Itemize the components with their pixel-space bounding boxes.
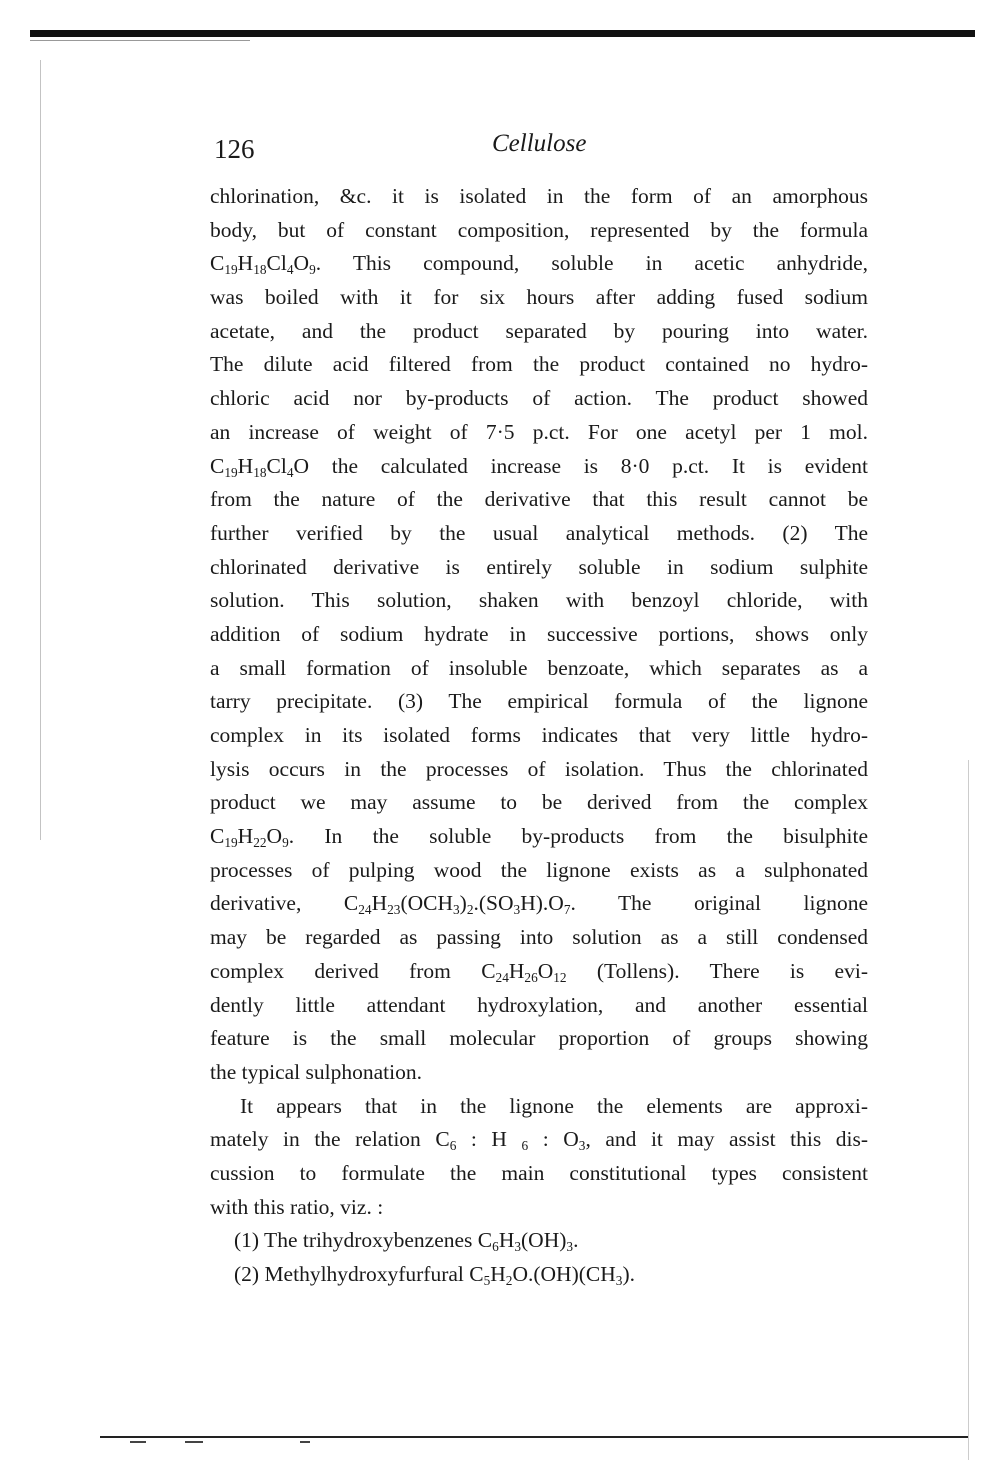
text-line: $C_{19}H_{18}Cl_4O$ the calculated increase is 8·0 p.ct. It is evident [210, 453, 868, 480]
text-line: addition of sodium hydrate in successive portions, shows only [210, 621, 868, 646]
subscript: 24 [358, 902, 372, 918]
subscript: 3 [513, 902, 521, 918]
text-line: solution. This solution, shaken with benzoyl chloride, with [210, 588, 868, 613]
subscript: 3 [453, 902, 460, 918]
text-line: further verified by the usual analytical methods. (2) The [210, 520, 868, 545]
text-line: with this ratio, viz. : [210, 1194, 384, 1219]
subscript: 3 [514, 1239, 522, 1255]
printer-mark [300, 1441, 310, 1443]
subscript: 18 [253, 464, 267, 480]
subscript: 2 [505, 1272, 513, 1288]
subscript: 3 [566, 1239, 574, 1255]
text-line: feature is the small molecular proportion of groups showing [210, 1026, 868, 1051]
top-rule-secondary [30, 40, 250, 41]
subscript: 24 [495, 969, 509, 985]
text-line: chlorinated derivative is entirely soluble in sodium sulphite [210, 554, 868, 579]
subscript: 4 [286, 464, 294, 480]
text-line: body, but of constant composition, represented by the formula [210, 217, 868, 242]
subscript: 9 [282, 835, 289, 851]
text-line: $C_{19}H_{18}Cl_4O_9$. This compound, soluble in acetic anhydride, [210, 251, 868, 278]
subscript: 18 [253, 262, 267, 278]
subscript: 19 [224, 464, 238, 480]
text-line: processes of pulping wood the lignone exists as a sulphonated [210, 857, 868, 882]
printer-mark [185, 1441, 203, 1443]
subscript: 19 [224, 262, 238, 278]
subscript: 5 [483, 1272, 491, 1288]
page-header [214, 130, 868, 166]
text-line: the typical sulphonation. [210, 1059, 422, 1084]
subscript: 23 [387, 902, 401, 918]
subscript: 19 [224, 835, 238, 851]
subscript: 6 [449, 1138, 457, 1154]
subscript: 26 [524, 969, 538, 985]
text-line: complex in its isolated forms indicates that very little hydro- [210, 723, 868, 747]
text-line: lysis occurs in the processes of isolation. Thus the chlorinated [210, 756, 868, 781]
text-line: tarry precipitate. (3) The empirical formula of the lignone [210, 689, 868, 714]
subscript: 6 [492, 1239, 499, 1255]
list-item: (2) Methylhydroxyfurfural $C_5H_2O.(OH)(CH_3)$. [234, 1262, 635, 1288]
text-line: mately in the relation $C_6$ : H $_6$ : $O_3$, and it may assist this dis- [210, 1127, 868, 1154]
text-line: product we may assume to be derived from the complex [210, 790, 868, 815]
page-number: 126 [214, 134, 255, 164]
page-edge-right [968, 760, 969, 1460]
text-line: complex derived from $C_{24}H_{26}O_{12}$ (Tollens). There is evi- [210, 958, 868, 985]
subscript: 9 [309, 262, 316, 278]
text-line: derivative, $C_{24}H_{23}(OCH_3)_2.(SO_3H).O_7$. The original lignone [210, 891, 868, 918]
subscript: 3 [578, 1138, 586, 1154]
text-line: It appears that in the lignone the elements are approxi- [240, 1093, 868, 1118]
subscript: 3 [615, 1272, 623, 1288]
subscript: 12 [553, 969, 567, 985]
page-edge-left [40, 60, 41, 840]
text-line: an increase of weight of 7·5 p.ct. For one acetyl per 1 mol. [210, 419, 868, 444]
subscript: 6 [521, 1138, 529, 1154]
body-text [210, 180, 868, 1292]
text-line: from the nature of the derivative that this result cannot be [210, 487, 868, 512]
running-title: Cellulose [492, 130, 587, 157]
subscript: 22 [253, 835, 267, 851]
subscript: 7 [563, 902, 571, 918]
text-line: chloric acid nor by-products of action. The product showed [210, 386, 868, 411]
text-line: dently little attendant hydroxylation, and another essential [210, 992, 868, 1017]
printer-mark [130, 1441, 146, 1443]
text-line: was boiled with it for six hours after adding fused sodium [210, 285, 868, 310]
text-line: may be regarded as passing into solution as a still condensed [210, 925, 868, 950]
text-line: acetate, and the product separated by pouring into water. [210, 318, 868, 343]
subscript: 4 [286, 262, 294, 278]
bottom-rule [100, 1436, 968, 1438]
top-rule [30, 30, 975, 37]
text-line: cussion to formulate the main constitutional types consistent [210, 1160, 868, 1185]
text-line: $C_{19}H_{22}O_9$. In the soluble by-products from the bisulphite [210, 824, 868, 851]
text-line: chlorination, &c. it is isolated in the form of an amorphous [210, 184, 868, 208]
text-line: a small formation of insoluble benzoate, which separates as a [210, 655, 868, 680]
text-line: The dilute acid filtered from the product contained no hydro- [210, 352, 868, 377]
subscript: 2 [466, 902, 474, 918]
list-item: (1) The trihydroxybenzenes $C_6H_3(OH)_3$. [234, 1228, 579, 1255]
